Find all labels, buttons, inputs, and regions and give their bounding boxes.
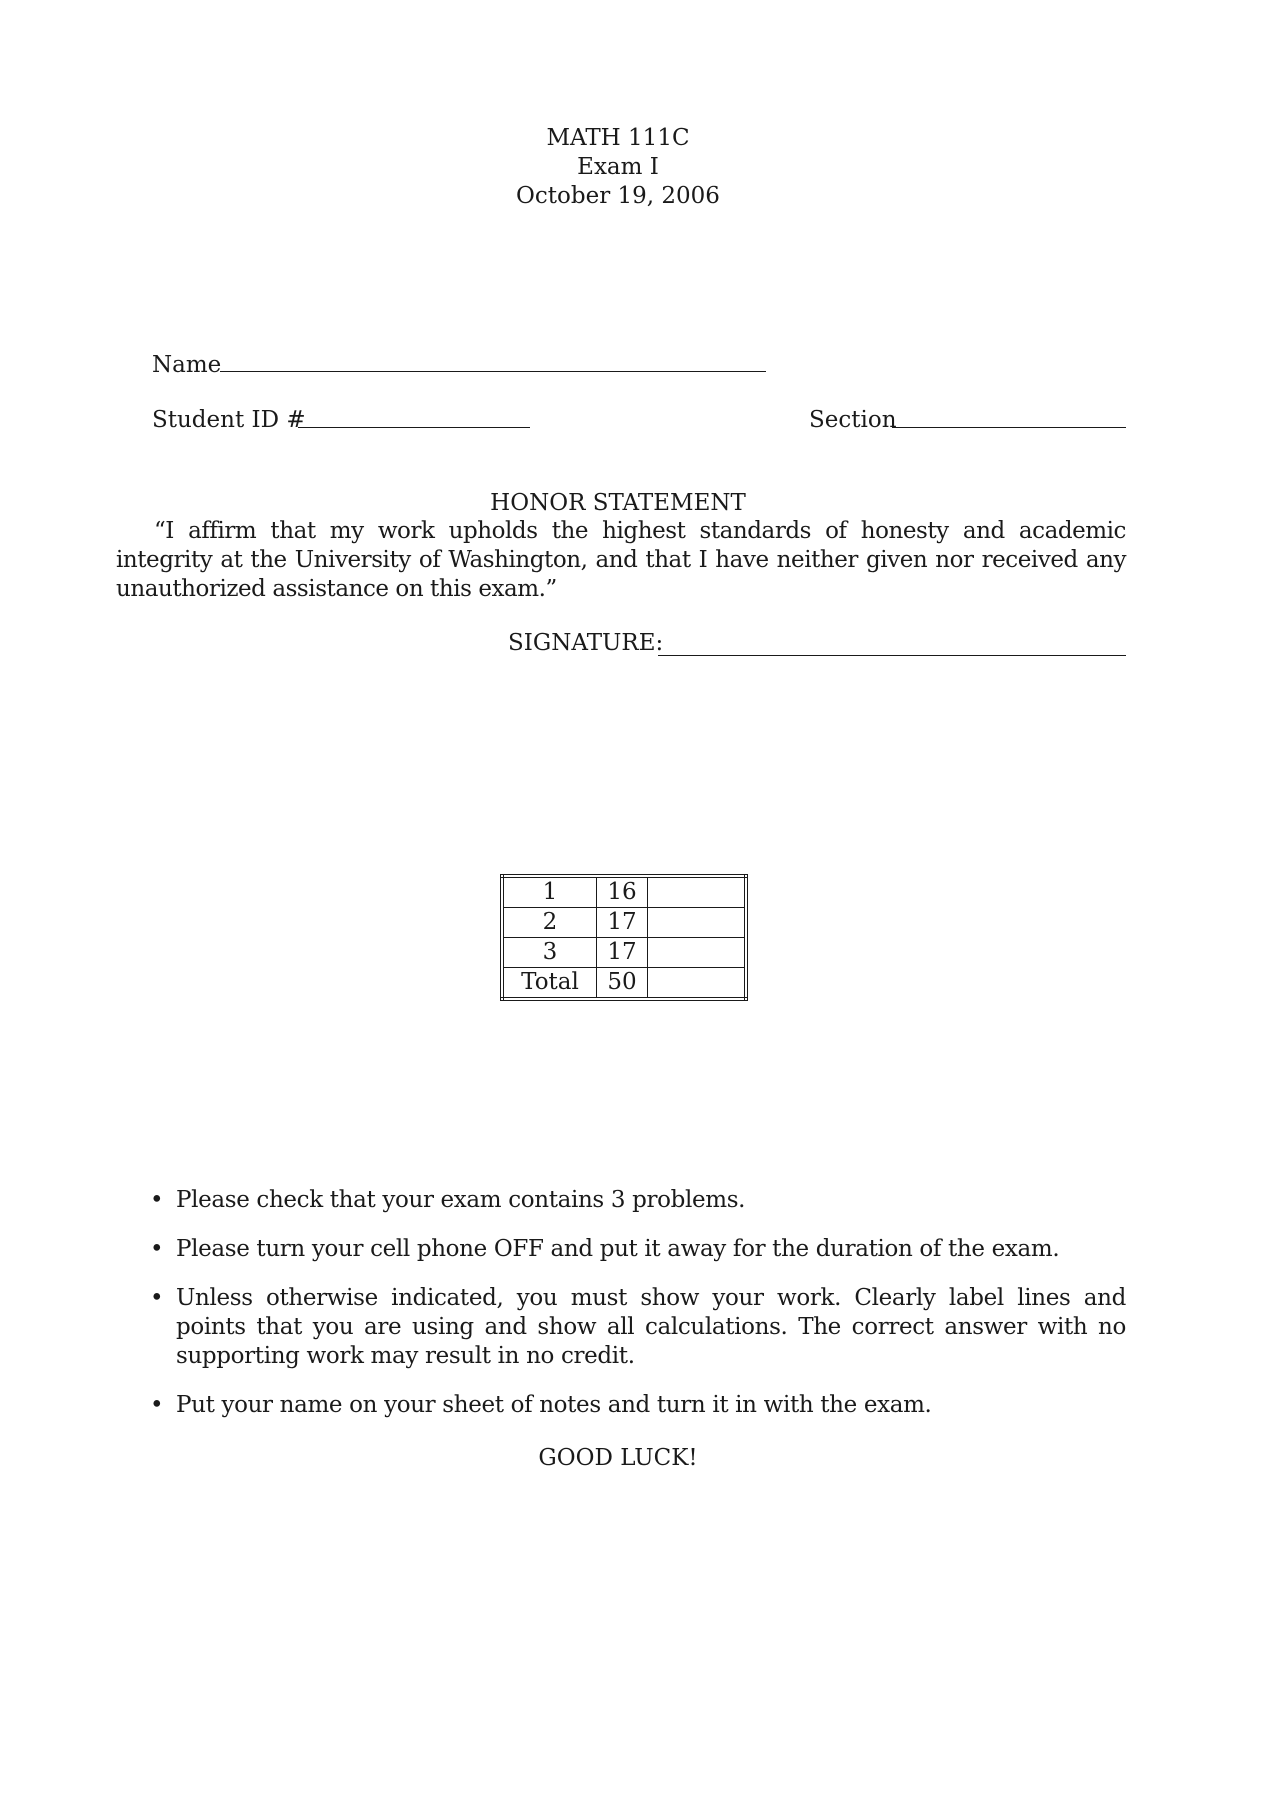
problem-score: [648, 938, 747, 968]
table-row: [502, 938, 746, 968]
bullet-icon: •: [150, 1236, 164, 1262]
score-table: [500, 874, 748, 1001]
closing-message: GOOD LUCK!: [538, 1445, 698, 1471]
total-score: [648, 968, 747, 1000]
problem-score: [648, 876, 747, 908]
instruction-text: Put your name on your sheet of notes and turn it in with the exam.: [176, 1392, 932, 1418]
instructions-list: [150, 1186, 1126, 1440]
table-row: [502, 968, 746, 1000]
section-label: Section: [809, 407, 897, 433]
problem-points: 17: [597, 938, 648, 968]
table-row: [502, 876, 746, 908]
list-item: [150, 1235, 1126, 1264]
problem-number: 2: [502, 908, 597, 938]
signature-label: SIGNATURE:: [508, 630, 664, 656]
section-field[interactable]: [892, 427, 1126, 428]
student-id-field[interactable]: [298, 427, 530, 428]
problem-number: 1: [502, 876, 597, 908]
honor-statement-text: “I affirm that my work upholds the highest standards of honesty and academic integrity at the University of Washington, and that I have neither given nor received any unauthorized assistance on this exam.”: [116, 518, 1126, 602]
bullet-icon: •: [150, 1392, 164, 1418]
exam-title: Exam I: [577, 154, 659, 180]
exam-header: [0, 124, 1236, 211]
course-title: MATH 111C: [546, 125, 690, 151]
exam-date: October 19, 2006: [516, 183, 720, 209]
instruction-text: Please check that your exam contains 3 problems.: [176, 1187, 746, 1213]
honor-statement-title: HONOR STATEMENT: [490, 490, 746, 516]
list-item: [150, 1284, 1126, 1371]
total-label: Total: [502, 968, 597, 1000]
student-id-label: Student ID #: [152, 407, 306, 433]
list-item: [150, 1391, 1126, 1420]
bullet-icon: •: [150, 1187, 164, 1213]
problem-points: 16: [597, 876, 648, 908]
problem-number: 3: [502, 938, 597, 968]
total-points: 50: [597, 968, 648, 1000]
instruction-text: Unless otherwise indicated, you must show your work. Clearly label lines and points that you are using and show all calculations. The correct answer with no supporting work may result in no credit.: [176, 1285, 1126, 1369]
problem-score: [648, 908, 747, 938]
signature-field[interactable]: [658, 655, 1126, 656]
problem-points: 17: [597, 908, 648, 938]
list-item: [150, 1186, 1126, 1215]
bullet-icon: •: [150, 1285, 164, 1311]
name-field[interactable]: [220, 371, 766, 372]
name-label: Name: [152, 352, 222, 378]
table-row: [502, 908, 746, 938]
instruction-text: Please turn your cell phone OFF and put it away for the duration of the exam.: [176, 1236, 1060, 1262]
